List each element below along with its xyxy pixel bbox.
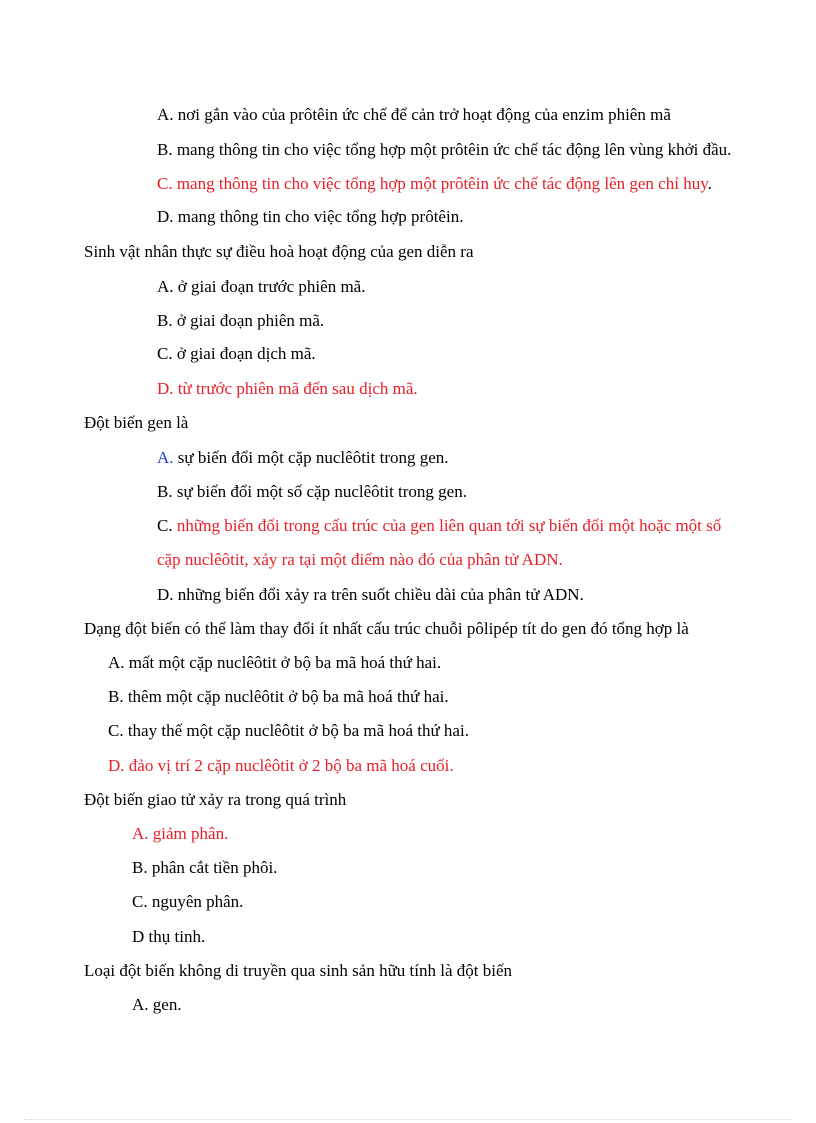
- q3-option-c-text-1: những biến đổi trong cấu trúc của gen liên quan tới sự biến đổi một hoặc một số: [176, 516, 722, 535]
- q5-option-a: A. giảm phân.: [132, 824, 229, 843]
- q2-option-c: C. ở giai đoạn dịch mã.: [157, 344, 316, 363]
- q4-option-c: C. thay thế một cặp nuclêôtit ở bộ ba mã hoá thứ hai.: [108, 721, 469, 740]
- q6-stem: Loại đột biến không di truyền qua sinh sản hữu tính là đột biến: [84, 961, 513, 980]
- q3-option-b: B. sự biến đổi một số cặp nuclêôtit trong gen.: [157, 482, 467, 501]
- q4-option-a: A. mất một cặp nuclêôtit ở bộ ba mã hoá thứ hai.: [108, 653, 442, 672]
- q1-option-a: A. nơi gắn vào của prôtêin ức chế để cản trở hoạt động của enzim phiên mã: [157, 105, 671, 124]
- q5-option-d: D thụ tinh.: [132, 927, 206, 946]
- q3-option-a-text: sự biến đổi một cặp nuclêôtit trong gen.: [173, 448, 449, 467]
- q3-option-c: [157, 516, 721, 536]
- q3-option-d: D. những biến đổi xảy ra trên suốt chiều dài của phân tử ADN.: [157, 585, 584, 604]
- q6-option-a: A. gen.: [132, 995, 182, 1014]
- q1-option-c: [157, 174, 712, 194]
- q3-option-a-marker: A.: [157, 448, 174, 467]
- q4-option-d: D. đảo vị trí 2 cặp nuclêôtit ở 2 bộ ba mã hoá cuối.: [108, 756, 454, 775]
- q2-option-d: D. từ trước phiên mã đến sau dịch mã.: [157, 379, 418, 398]
- q5-stem: Đột biến giao tử xảy ra trong quá trình: [84, 790, 347, 809]
- q1-option-d: D. mang thông tin cho việc tổng hợp prôtêin.: [157, 207, 464, 226]
- q1-option-c-text: C. mang thông tin cho việc tổng hợp một prôtêin ức chế tác động lên gen chỉ huy: [157, 174, 708, 193]
- q4-option-b: B. thêm một cặp nuclêôtit ở bộ ba mã hoá thứ hai.: [108, 687, 449, 706]
- q5-option-b: B. phân cắt tiền phôi.: [132, 858, 278, 877]
- q3-option-c-marker: C.: [157, 516, 177, 535]
- q1-option-c-end: .: [707, 174, 712, 193]
- q2-option-a: A. ở giai đoạn trước phiên mã.: [157, 277, 366, 296]
- q3-stem: Đột biến gen là: [84, 413, 189, 432]
- q5-option-c: C. nguyên phân.: [132, 892, 244, 911]
- q3-option-a: [157, 448, 449, 468]
- q2-stem: Sinh vật nhân thực sự điều hoà hoạt động của gen diễn ra: [84, 242, 474, 261]
- q4-stem: Dạng đột biến có thể làm thay đổi ít nhất cấu trúc chuỗi pôlipép tít do gen đó tổng hợp là: [84, 619, 689, 638]
- q3-option-c-text-2: cặp nuclêôtit, xảy ra tại một điểm nào đó của phân tử ADN.: [157, 550, 563, 569]
- q2-option-b: B. ở giai đoạn phiên mã.: [157, 311, 325, 330]
- page-bottom-rule: [24, 1119, 792, 1120]
- q1-option-b: B. mang thông tin cho việc tổng hợp một prôtêin ức chế tác động lên vùng khởi đầu.: [157, 140, 732, 159]
